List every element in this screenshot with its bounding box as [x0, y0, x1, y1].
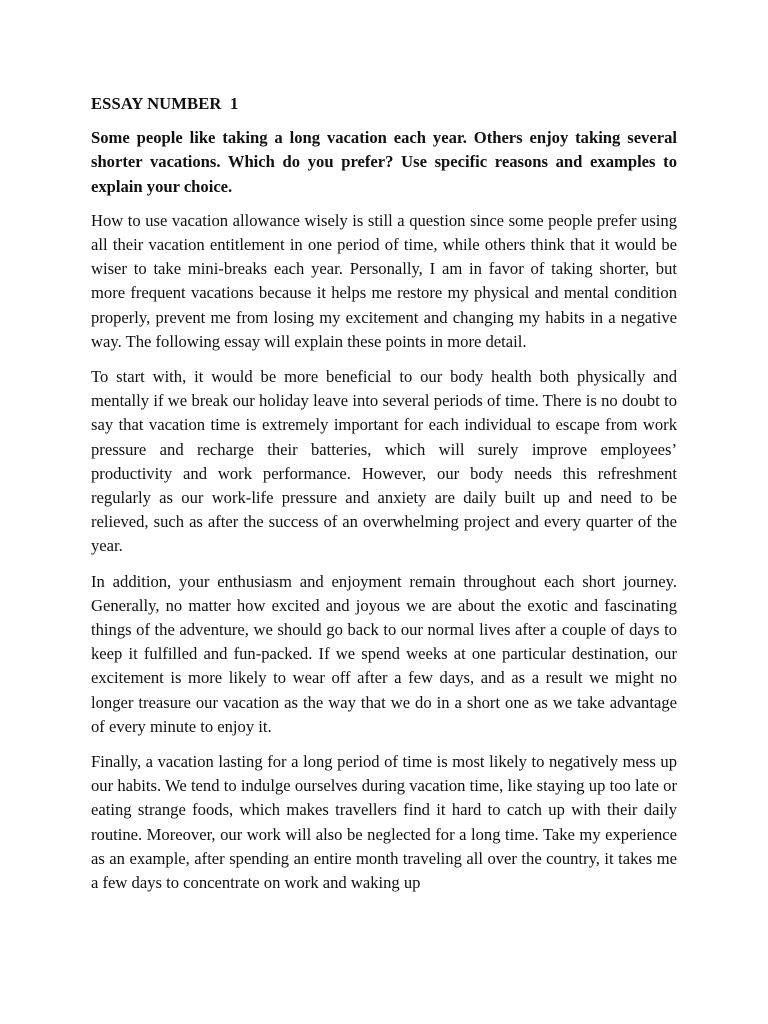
essay-title: ESSAY NUMBER 1 [91, 94, 239, 113]
paragraph-body-enthusiasm: In addition, your enthusiasm and enjoyment remain throughout each short journey. Generally, no matter how excited and joyous we are about the exotic and fascinating things of the adventure, we should go back to our normal lives after a couple of days to keep it fulfilled and fun-packed. If we spend weeks at one particular destination, our excitement is more likely to wear off after a few days, and as a result we might no longer treasure our vacation as the way that we do in a short one as we take advantage of every minute to enjoy it. [91, 571, 677, 736]
essay-prompt: Some people like taking a long vacation each year. Others enjoy taking several shorter vacations. Which do you prefer? Use specific reasons and examples to explain your choice. [91, 128, 677, 196]
paragraph-introduction: How to use vacation allowance wisely is still a question since some people prefer using all their vacation entitlement in one period of time, while others think that it would be wiser to take mini-breaks each year. Personally, I am in favor of taking shorter, but more frequent vacations because it helps me restore my physical and mental condition properly, prevent me from losing my excitement and changing my habits in a negative way. The following essay will explain these points in more detail. [91, 210, 677, 351]
paragraph-body-habits: Finally, a vacation lasting for a long period of time is most likely to negatively mess up our habits. We tend to indulge ourselves during vacation time, like staying up too late or eating strange foods, which makes travellers find it hard to catch up with their daily routine. Moreover, our work will also be neglected for a long time. Take my experience as an example, after spending an entire month traveling all over the country, it takes me a few days to concentrate on work and waking up [91, 752, 677, 893]
paragraph-body-health: To start with, it would be more beneficial to our body health both physically and mentally if we break our holiday leave into several periods of time. There is no doubt to say that vacation time is extremely important for each individual to escape from work pressure and recharge their batteries, which will surely improve employees’ productivity and work performance. However, our body needs this refreshment regularly as our work-life pressure and anxiety are daily built up and need to be relieved, such as after the success of an overwhelming project and every quarter of the year. [91, 367, 677, 556]
document-page [91, 92, 677, 906]
